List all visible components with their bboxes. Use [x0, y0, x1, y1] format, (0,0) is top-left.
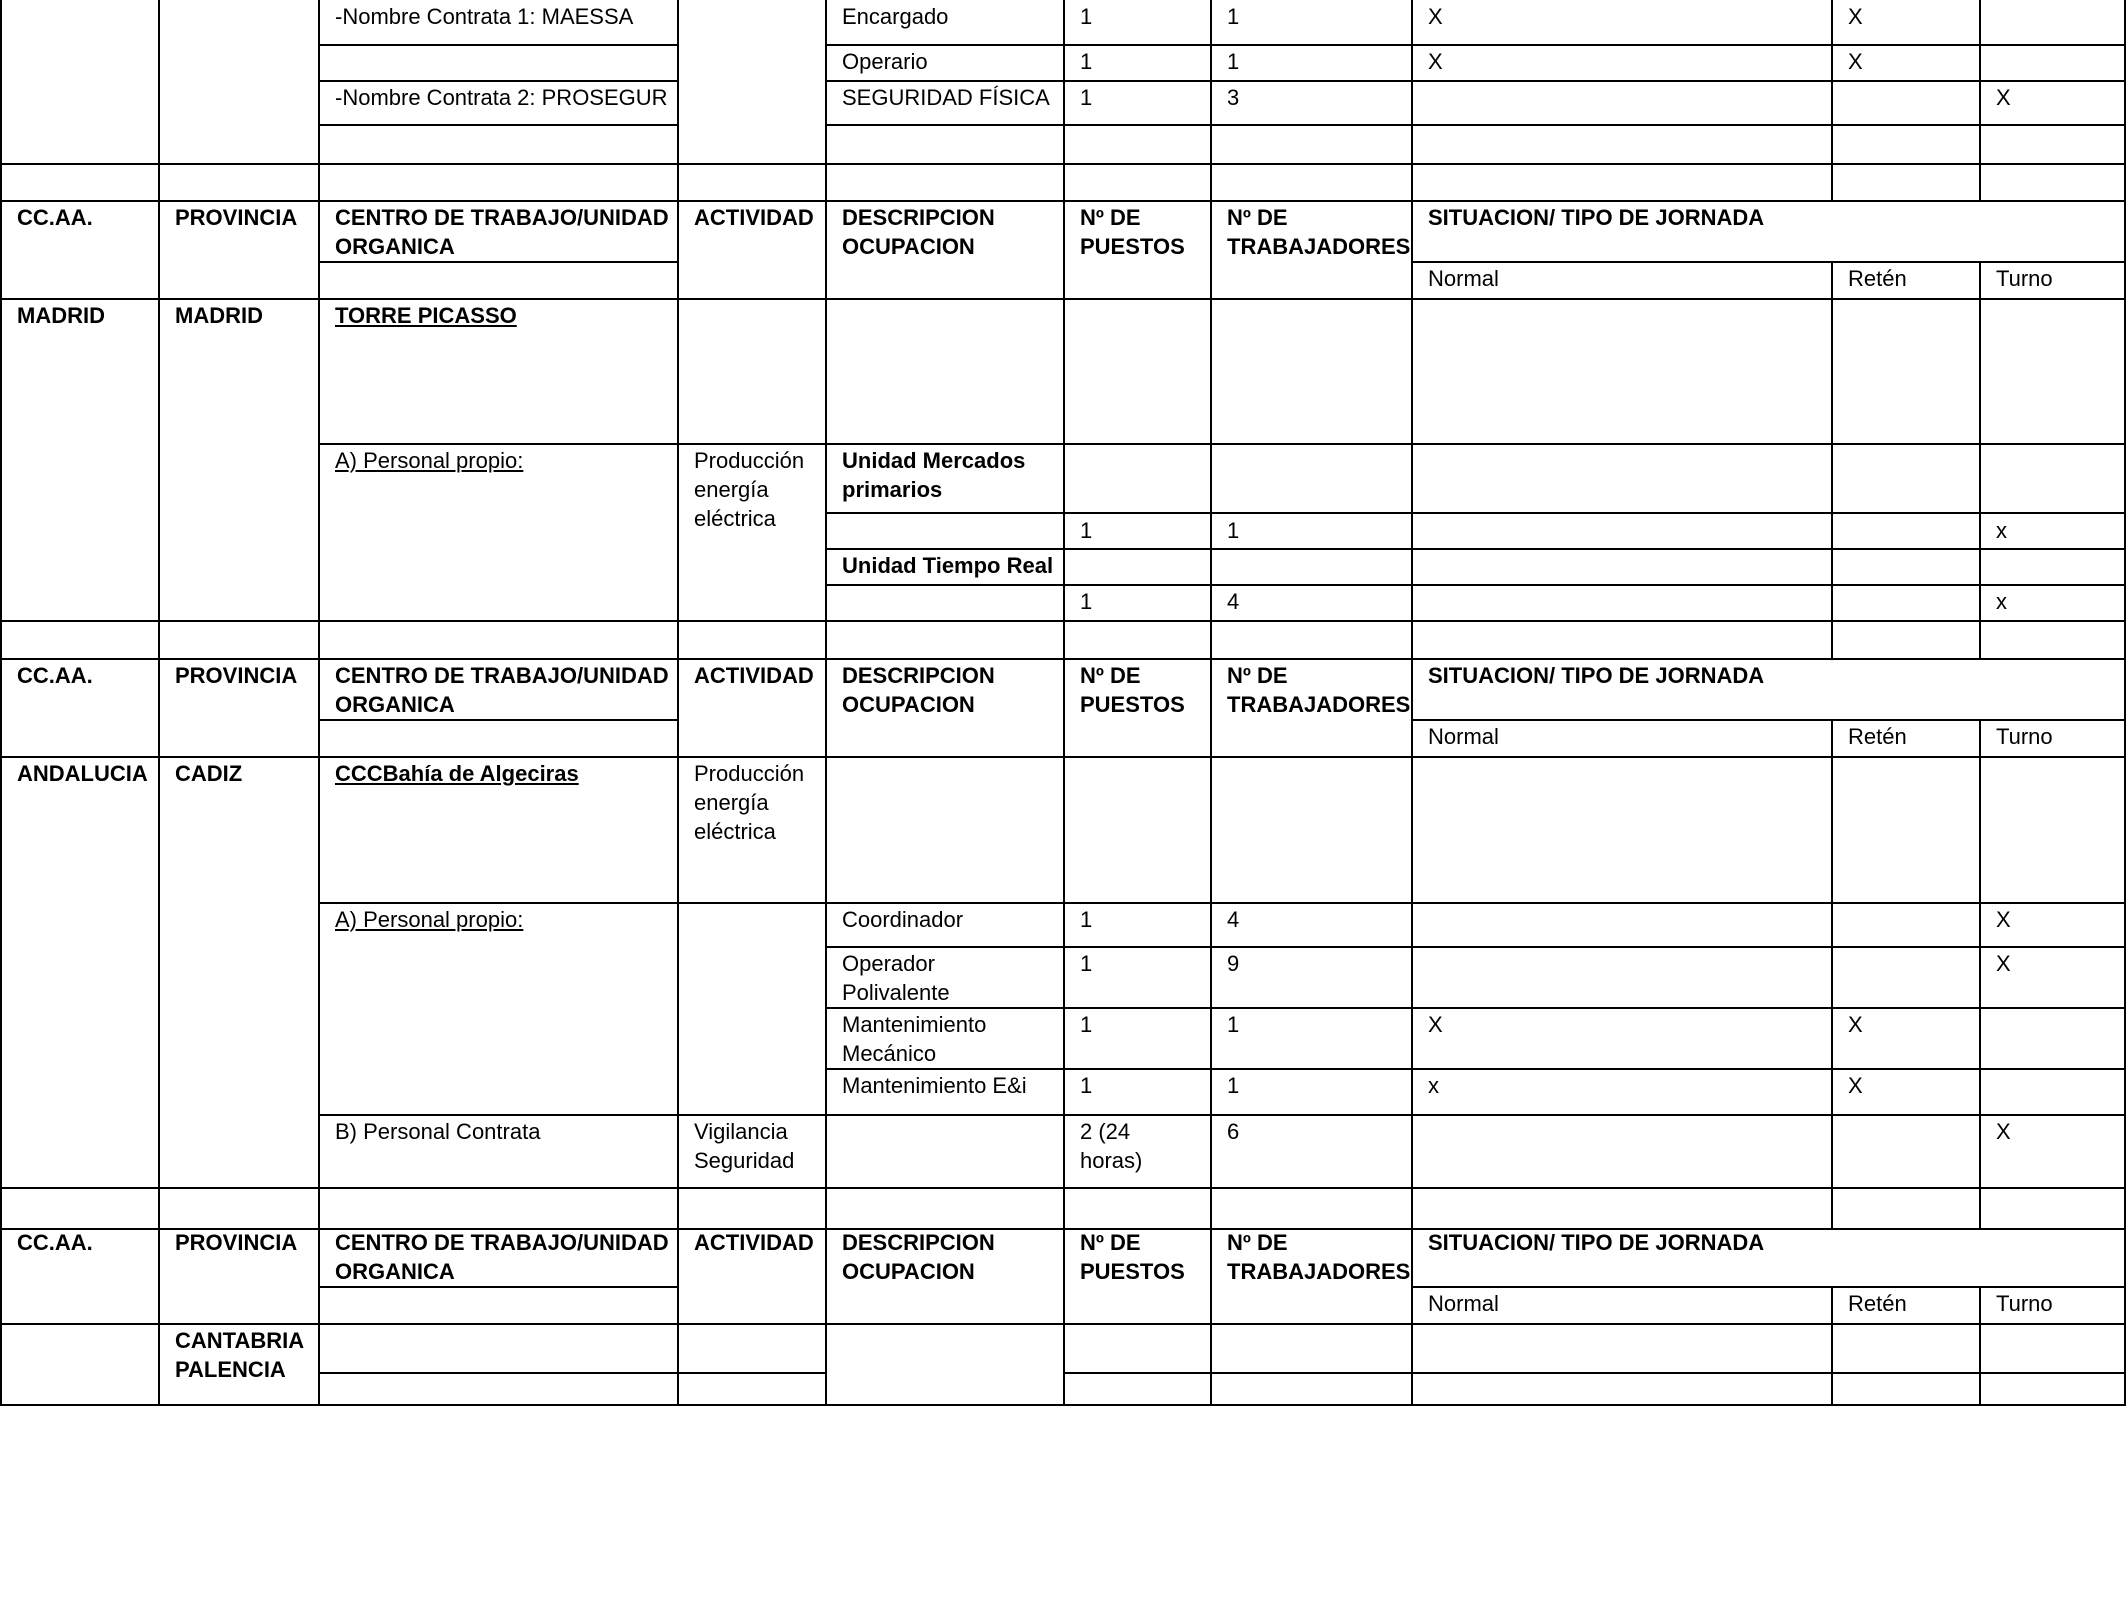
header-descripcion-line2: OCUPACION [842, 1259, 975, 1284]
header-puestos: Nº DE [1080, 205, 1141, 230]
header-descripcion-line2: OCUPACION [842, 692, 975, 717]
header-centro-line2: ORGANICA [335, 234, 455, 259]
personal-propio-label: A) Personal propio: [335, 448, 524, 473]
centro-title: TORRE PICASSO [335, 303, 517, 328]
header-normal: Normal [1428, 266, 1499, 291]
puestos-cell: 1 [1080, 589, 1093, 614]
header-puestos: Nº DE [1080, 663, 1141, 688]
header-turno: Turno [1996, 266, 2053, 291]
header-descripcion: DESCRIPCION [842, 1230, 995, 1255]
header-actividad: ACTIVIDAD [694, 1230, 814, 1255]
header-reten: Retén [1848, 1291, 1907, 1316]
trabajadores-cell: 1 [1227, 49, 1240, 74]
header-trabajadores-line2: TRABAJADORES [1227, 234, 1411, 259]
header-turno: Turno [1996, 724, 2053, 749]
header-ccaa: CC.AA. [17, 205, 93, 230]
header-puestos: Nº DE [1080, 1230, 1141, 1255]
normal-cell: x [1428, 1073, 1439, 1098]
actividad-cell-line2: energía [694, 790, 769, 815]
header-provincia: PROVINCIA [175, 663, 298, 688]
header-situacion: SITUACION/ TIPO DE JORNADA [1428, 205, 1765, 230]
puestos-cell: 1 [1080, 4, 1093, 29]
trabajadores-cell: 4 [1227, 589, 1240, 614]
occupation-cell: Operador [842, 951, 935, 976]
header-turno: Turno [1996, 1291, 2053, 1316]
contrata-2-name: -Nombre Contrata 2: PROSEGUR [335, 85, 668, 110]
ccaa-cell: MADRID [17, 303, 105, 328]
normal-cell: X [1428, 49, 1443, 74]
header-reten: Retén [1848, 724, 1907, 749]
occupation-cell: Encargado [842, 4, 949, 29]
occupation-cell: Mantenimiento [842, 1012, 987, 1037]
header-puestos-line2: PUESTOS [1080, 692, 1185, 717]
actividad-cell-line2: Seguridad [694, 1148, 795, 1173]
turno-cell: X [1996, 907, 2011, 932]
header-descripcion-line2: OCUPACION [842, 234, 975, 259]
header-trabajadores: Nº DE [1227, 663, 1288, 688]
header-provincia: PROVINCIA [175, 1230, 298, 1255]
header-centro: CENTRO DE TRABAJO/UNIDAD [335, 663, 669, 688]
trabajadores-cell: 3 [1227, 85, 1240, 110]
actividad-cell: Producción [694, 761, 805, 786]
occupation-cell: Mantenimiento E&i [842, 1073, 1027, 1098]
occupation-cell: Operario [842, 49, 928, 74]
puestos-cell: 1 [1080, 951, 1093, 976]
occupation-cell-line2: Mecánico [842, 1041, 937, 1066]
puestos-cell: 1 [1080, 49, 1093, 74]
header-puestos-line2: PUESTOS [1080, 234, 1185, 259]
provincia-cell: MADRID [175, 303, 263, 328]
normal-cell: X [1428, 1012, 1443, 1037]
normal-cell: X [1428, 4, 1443, 29]
trabajadores-cell: 1 [1227, 1073, 1240, 1098]
header-ccaa: CC.AA. [17, 1230, 93, 1255]
header-puestos-line2: PUESTOS [1080, 1259, 1185, 1284]
actividad-cell-line3: eléctrica [694, 506, 776, 531]
turno-cell: X [1996, 951, 2011, 976]
centro-title: CCCBahía de Algeciras [335, 761, 579, 786]
puestos-cell: 1 [1080, 907, 1093, 932]
header-centro-line2: ORGANICA [335, 1259, 455, 1284]
header-provincia: PROVINCIA [175, 205, 298, 230]
occupation-cell: Coordinador [842, 907, 964, 932]
header-trabajadores-line2: TRABAJADORES [1227, 692, 1411, 717]
header-normal: Normal [1428, 724, 1499, 749]
unidad-label-line2: primarios [842, 477, 943, 502]
actividad-cell: Producción [694, 448, 805, 473]
trabajadores-cell: 9 [1227, 951, 1240, 976]
actividad-cell-line3: eléctrica [694, 819, 776, 844]
actividad-cell: Vigilancia [694, 1119, 788, 1144]
reten-cell: X [1848, 4, 1863, 29]
trabajadores-cell: 6 [1227, 1119, 1240, 1144]
unidad-label: Unidad Tiempo Real [842, 553, 1054, 578]
header-situacion: SITUACION/ TIPO DE JORNADA [1428, 1230, 1765, 1255]
contrata-1-name: -Nombre Contrata 1: MAESSA [335, 4, 634, 29]
provincia-cell-line2: PALENCIA [175, 1357, 286, 1382]
header-centro: CENTRO DE TRABAJO/UNIDAD [335, 1230, 669, 1255]
trabajadores-cell: 1 [1227, 518, 1240, 543]
header-actividad: ACTIVIDAD [694, 663, 814, 688]
turno-cell: x [1996, 518, 2007, 543]
header-centro-line2: ORGANICA [335, 692, 455, 717]
turno-cell: X [1996, 1119, 2011, 1144]
puestos-cell: 1 [1080, 85, 1093, 110]
header-descripcion: DESCRIPCION [842, 663, 995, 688]
puestos-cell: 2 (24 [1080, 1119, 1131, 1144]
header-actividad: ACTIVIDAD [694, 205, 814, 230]
header-normal: Normal [1428, 1291, 1499, 1316]
turno-cell: x [1996, 589, 2007, 614]
trabajadores-cell: 4 [1227, 907, 1240, 932]
occupation-cell: SEGURIDAD FÍSICA [842, 85, 1050, 110]
trabajadores-cell: 1 [1227, 1012, 1240, 1037]
puestos-cell-line2: horas) [1080, 1148, 1143, 1173]
puestos-cell: 1 [1080, 1073, 1093, 1098]
reten-cell: X [1848, 1073, 1863, 1098]
header-trabajadores-line2: TRABAJADORES [1227, 1259, 1411, 1284]
header-ccaa: CC.AA. [17, 663, 93, 688]
puestos-cell: 1 [1080, 518, 1093, 543]
header-situacion: SITUACION/ TIPO DE JORNADA [1428, 663, 1765, 688]
header-centro: CENTRO DE TRABAJO/UNIDAD [335, 205, 669, 230]
header-trabajadores: Nº DE [1227, 205, 1288, 230]
occupation-cell-line2: Polivalente [842, 980, 950, 1005]
personal-contrata-label: B) Personal Contrata [335, 1119, 541, 1144]
ccaa-cell: ANDALUCIA [17, 761, 148, 786]
unidad-label: Unidad Mercados [842, 448, 1026, 473]
header-descripcion: DESCRIPCION [842, 205, 995, 230]
header-reten: Retén [1848, 266, 1907, 291]
header-trabajadores: Nº DE [1227, 1230, 1288, 1255]
reten-cell: X [1848, 1012, 1863, 1037]
turno-cell: X [1996, 85, 2011, 110]
provincia-cell: CADIZ [175, 761, 243, 786]
actividad-cell-line2: energía [694, 477, 769, 502]
provincia-cell: CANTABRIA [175, 1328, 305, 1353]
trabajadores-cell: 1 [1227, 4, 1240, 29]
puestos-cell: 1 [1080, 1012, 1093, 1037]
personal-propio-label: A) Personal propio: [335, 907, 524, 932]
reten-cell: X [1848, 49, 1863, 74]
